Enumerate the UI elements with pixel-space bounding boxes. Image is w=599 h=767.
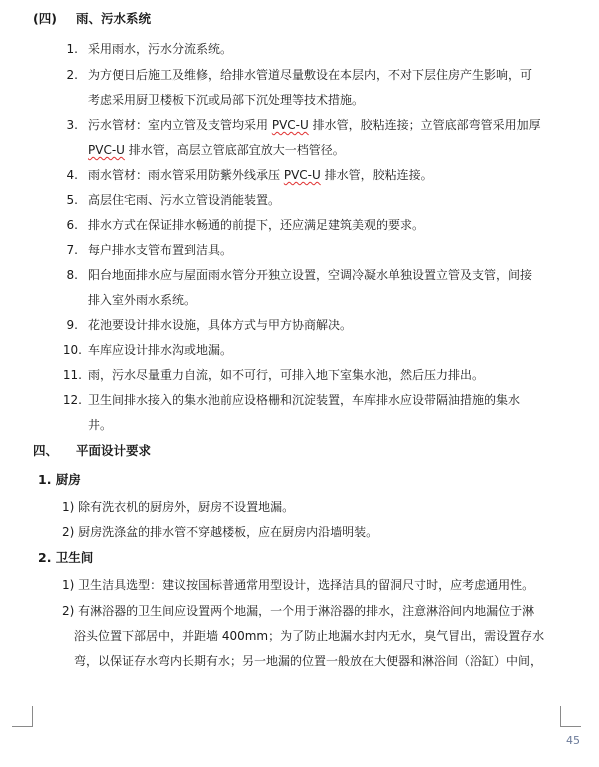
list-item: 2) 厨房洗涤盆的排水管不穿越楼板，应在厨房内沿墙明装。 [62,525,379,539]
section-title: 雨、污水系统 [76,11,152,26]
corner-mark-right [560,706,581,727]
list-number: 3. [66,118,78,132]
list-number: 12. [62,393,82,407]
list-item: 采用雨水，污水分流系统。 [88,42,233,56]
chapter-title: 平面设计要求 [76,443,152,458]
chapter-label: 四、 [33,443,59,458]
list-item: 雨，污水尽量重力自流，如不可行，可排入地下室集水池，然后压力排出。 [88,368,485,382]
list-item: 花池要设计排水设施，具体方式与甲方协商解决。 [88,318,353,332]
list-number: 7. [66,243,78,257]
section-label: (四) [33,11,57,26]
list-number: 11. [62,368,82,382]
list-number: 5. [66,193,78,207]
subsection-title-kitchen: 1. 厨房 [38,472,81,487]
list-item: 阳台地面排水应与屋面雨水管分开独立设置，空调冷凝水单独设置立管及支管，间接 [88,268,533,282]
list-number: 6. [66,218,78,232]
list-number: 4. [66,168,78,182]
list-item: 每户排水支管布置到洁具。 [88,243,233,257]
list-item-cont: 排入室外雨水系统。 [88,293,197,307]
list-item: 车库应设计排水沟或地漏。 [88,343,233,357]
list-item-cont: 井。 [88,418,113,432]
list-item-cont: 浴头位置下部居中，并距墙 400mm；为了防止地漏水封内无水，臭气冒出，需设置存水 [74,629,545,643]
list-item-cont: PVC-U 排水管，高层立管底部宜放大一档管径。 [88,143,345,157]
page-number: 45 [566,734,580,747]
list-item: 2) 有淋浴器的卫生间应设置两个地漏，一个用于淋浴器的排水，注意淋浴间内地漏位于淋 [62,604,535,618]
list-item: 为方便日后施工及维修，给排水管道尽量敷设在本层内，不对下层住房产生影响，可 [88,68,533,82]
list-number: 1. [66,42,78,56]
list-item: 雨水管材：雨水管采用防紫外线承压 PVC-U 排水管，胶粘连接。 [88,168,433,182]
corner-mark-left [12,706,33,727]
list-item-cont: 考虑采用厨卫楼板下沉或局部下沉处理等技术措施。 [88,93,365,107]
term-pvc: PVC-U [271,118,309,132]
list-number: 2. [66,68,78,82]
list-number: 8. [66,268,78,282]
list-item-cont: 弯，以保证存水弯内长期有水；另一地漏的位置一般放在大便器和淋浴间（浴缸）中间， [74,654,543,668]
subsection-title-bathroom: 2. 卫生间 [38,550,94,565]
list-number: 9. [66,318,78,332]
term-pvc: PVC-U [283,168,321,182]
list-item: 污水管材：室内立管及支管均采用 PVC-U 排水管，胶粘连接；立管底部弯管采用加厚 [88,118,541,132]
list-item: 1) 卫生洁具选型：建议按国标普通常用型设计，选择洁具的留洞尺寸时，应考虑通用性。 [62,578,535,592]
list-item: 1) 除有洗衣机的厨房外，厨房不设置地漏。 [62,500,295,514]
list-item: 卫生间排水接入的集水池前应设格栅和沉淀装置，车库排水应设带隔油措施的集水 [88,393,521,407]
list-item: 高层住宅雨、污水立管设消能装置。 [88,193,281,207]
term-pvc: PVC-U [88,143,125,157]
list-number: 10. [62,343,82,357]
list-item: 排水方式在保证排水畅通的前提下，还应满足建筑美观的要求。 [88,218,425,232]
